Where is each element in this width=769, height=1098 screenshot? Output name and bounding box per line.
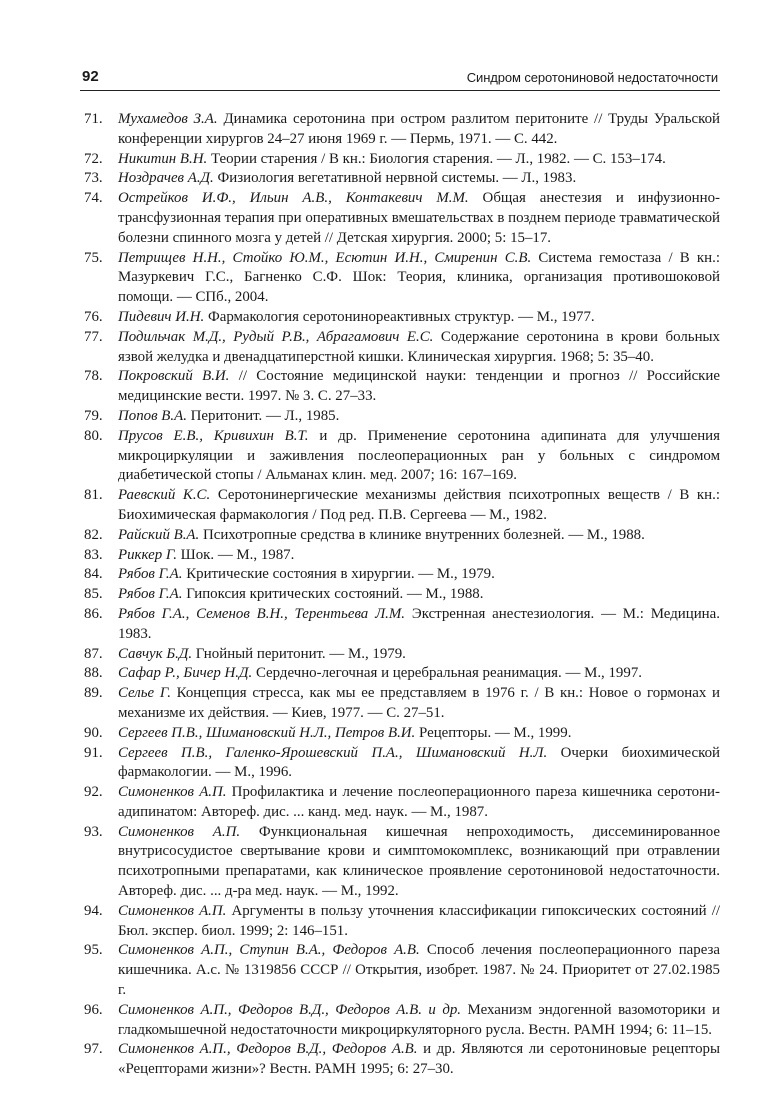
reference-authors: Сергеев П.В., Галенко-Ярошевский П.А., Шимановский Н.Л. (118, 744, 548, 761)
reference-authors: Ноздрачев А.Д. (118, 170, 214, 187)
reference-entry (80, 605, 720, 645)
reference-number: 86. (84, 605, 103, 622)
reference-description: Содержание серотонина в крови больных язвой желудка и двенадцатиперстной кишки. Клиническая хирургия. 1968; 5: 35–40. (118, 328, 721, 365)
reference-description: Общая анестезия и инфузионно-трансфузионная терапия при оперативных вмешательствах в позднем периоде травматической болезни спинного мозга у детей // Детская хирургия. 2000; 5: 15–17. (118, 190, 721, 246)
reference-entry (80, 546, 720, 566)
reference-description: и др. Являются ли серотониновые рецепторы «Рецепторами жизни»? Вестн. РАМН 1995; 6: 27–30. (118, 1041, 720, 1078)
reference-description: Система гемостаза / В кн.: Мазуркевич Г.С., Багненко С.Ф. Шок: Теория, клиника, организация противошоковой помощи. — СПб., 2004. (118, 249, 720, 306)
running-title: Синдром серотониновой недостаточности (466, 70, 718, 85)
reference-authors: Рябов Г.А., Семенов В.Н., Терентьева Л.М. (118, 605, 406, 622)
reference-authors: Райский В.А. (118, 526, 200, 543)
reference-authors: Симоненков А.П. (118, 902, 227, 919)
reference-text (118, 308, 720, 328)
reference-text (118, 1001, 720, 1041)
reference-description: Очерки биохимической фармакологии. — М., 1996. (118, 744, 721, 781)
reference-authors: Симоненков А.П., Ступин В.А., Федоров А.В. (118, 942, 420, 959)
reference-text (118, 664, 720, 684)
reference-authors: Рябов Г.А. (118, 566, 183, 583)
reference-text (118, 328, 720, 368)
reference-description: Гипоксия критических состояний. — М., 1988. (182, 586, 484, 603)
reference-entry (80, 150, 720, 170)
reference-description: Аргументы в пользу уточнения классификации гипоксических состояний // Бюл. экспер. биол. 1999; 2: 146–151. (118, 902, 720, 939)
reference-entry (80, 189, 720, 248)
reference-authors: Савчук Б.Д. (118, 645, 193, 662)
reference-number: 84. (84, 566, 103, 583)
reference-description: // Состояние медицинской науки: тенденции и прогноз // Российские медицинские вести. 1997. № 3. С. 27–33. (118, 368, 720, 405)
reference-number: 92. (84, 784, 103, 801)
reference-authors: Рябов Г.А. (118, 586, 183, 603)
reference-number: 87. (84, 645, 103, 662)
reference-description: Гнойный перитонит. — М., 1979. (192, 645, 406, 662)
reference-authors: Прусов Е.В., Кривихин В.Т. (118, 427, 309, 444)
reference-description: Физиология вегетативной нервной системы. — Л., 1983. (213, 170, 577, 187)
reference-entry (80, 169, 720, 189)
reference-authors: Петрищев Н.Н., Стойко Ю.М., Есютин И.Н., Смиренин С.В. (118, 249, 532, 266)
reference-number: 97. (84, 1041, 103, 1058)
reference-authors: Селье Г. (118, 685, 171, 702)
reference-entry (80, 407, 720, 427)
reference-number: 81. (84, 487, 103, 504)
reference-number: 83. (84, 546, 103, 563)
reference-entry (80, 823, 720, 902)
reference-number: 95. (84, 942, 103, 959)
reference-authors: Покровский В.И. (118, 368, 230, 385)
reference-number: 74. (84, 190, 103, 207)
reference-description: Способ лечения послеоперационного пареза кишечника. А.с. № 1319856 СССР // Открытия, изобрет. 1987. № 24. Приоритет от 27.02.1985 г. (118, 942, 720, 999)
reference-number: 85. (84, 586, 103, 603)
reference-description: Шок. — М., 1987. (176, 546, 295, 563)
reference-entry (80, 684, 720, 724)
reference-list (80, 110, 720, 1080)
reference-authors: Сергеев П.В., Шимановский Н.Л., Петров В.И. (118, 724, 416, 741)
reference-description: Психотропные средства в клинике внутренних болезней. — М., 1988. (199, 526, 645, 543)
reference-entry (80, 744, 720, 784)
reference-description: Сердечно-легочная и церебральная реанимация. — М., 1997. (252, 665, 642, 682)
reference-text (118, 902, 720, 942)
reference-entry (80, 328, 720, 368)
reference-entry (80, 427, 720, 486)
reference-number: 75. (84, 249, 103, 266)
reference-number: 71. (84, 111, 103, 127)
reference-text (118, 941, 720, 1000)
reference-number: 94. (84, 902, 103, 919)
reference-authors: Пидевич И.Н. (118, 308, 205, 325)
reference-entry (80, 249, 720, 308)
reference-text (118, 427, 720, 486)
reference-text (118, 407, 720, 427)
reference-entry (80, 1001, 720, 1041)
reference-entry (80, 783, 720, 823)
page-number: 92 (82, 68, 99, 85)
reference-entry (80, 526, 720, 546)
reference-entry (80, 367, 720, 407)
reference-authors: Симоненков А.П., Федоров В.Д., Федоров А.В. (118, 1041, 418, 1058)
reference-number: 96. (84, 1001, 103, 1018)
reference-text (118, 744, 720, 784)
reference-authors: Попов В.А. (118, 407, 187, 424)
reference-text (118, 823, 720, 902)
reference-number: 77. (84, 328, 103, 345)
reference-entry (80, 585, 720, 605)
reference-entry (80, 941, 720, 1000)
reference-description: Фармакология серотонинореактивных структур. — М., 1977. (204, 308, 595, 325)
reference-authors: Никитин В.Н. (118, 150, 208, 167)
reference-entry (80, 645, 720, 665)
reference-text (118, 1040, 720, 1080)
reference-text (118, 486, 720, 526)
reference-entry (80, 1040, 720, 1080)
reference-number: 73. (84, 170, 103, 187)
reference-text (118, 783, 720, 823)
reference-number: 79. (84, 407, 103, 424)
reference-authors: Подильчак М.Д., Рудый Р.В., Абрагамович Е.С. (118, 328, 434, 345)
reference-number: 82. (84, 526, 103, 543)
reference-description: Профилактика и лечение послеоперационного пареза кишечника серотони-адипинатом: Автореф. дис. ... канд. мед. наук. — М., 1987. (118, 784, 720, 820)
reference-entry (80, 486, 720, 526)
reference-number: 90. (84, 724, 103, 741)
reference-number: 91. (84, 744, 103, 761)
reference-text (118, 189, 720, 248)
reference-authors: Острейков И.Ф., Ильин А.В., Контакевич М.М. (118, 190, 469, 207)
reference-text (118, 645, 720, 665)
reference-number: 80. (84, 427, 103, 444)
reference-description: Механизм эндогенной вазомоторики и гладкомышечной недостаточности микроциркуляторного русла. Вестн. РАМН 1994; 6: 11–15. (118, 1001, 720, 1038)
reference-text (118, 526, 720, 546)
reference-authors: Риккер Г. (118, 546, 177, 563)
reference-entry (80, 308, 720, 328)
reference-entry (80, 565, 720, 585)
reference-description: и др. Применение серотонина адипината для улучшения микроциркуляции и заживления послеоперационных ран у больных с синдромом диабетической стопы / Альманах клин. мед. 2007; 16: 167–169. (118, 427, 720, 484)
reference-description: Динамика серотонина при остром разлитом перитоните // Труды Уральской конференции хирургов 24–27 июня 1969 г. — Пермь, 1971. — С. 442. (118, 111, 720, 147)
reference-text (118, 367, 720, 407)
reference-entry (80, 664, 720, 684)
reference-text (118, 546, 720, 566)
reference-description: Рецепторы. — М., 1999. (415, 724, 572, 741)
page-header (80, 62, 720, 91)
reference-description: Функциональная кишечная непроходимость, диссеминированное внутрисосудистое свертывание крови и симптомокомплекс, возникающий при отравлении психотропными препаратами, как клиническое проявление серотониновой недостаточности. Автореф. дис. ... д-ра мед. наук. — М., 1992. (118, 823, 720, 900)
reference-authors: Раевский К.С. (118, 487, 211, 504)
reference-number: 89. (84, 685, 103, 702)
reference-authors: Сафар Р., Бичер Н.Д. (118, 665, 253, 682)
reference-number: 78. (84, 368, 103, 385)
reference-authors: Мухамедов З.А. (118, 111, 218, 127)
reference-entry (80, 110, 720, 150)
reference-number: 72. (84, 150, 103, 167)
reference-text (118, 565, 720, 585)
reference-text (118, 605, 720, 645)
reference-text (118, 724, 720, 744)
reference-description: Экстренная анестезиология. — М.: Медицина. 1983. (118, 605, 720, 642)
reference-entry (80, 724, 720, 744)
reference-text (118, 684, 720, 724)
reference-description: Критические состояния в хирургии. — М., 1979. (182, 566, 495, 583)
reference-authors: Симоненков А.П. (118, 823, 241, 840)
reference-description: Серотонинергические механизмы действия психотропных веществ / В кн.: Биохимическая фармакология / Под ред. П.В. Сергеева — М., 1982. (118, 487, 720, 523)
reference-authors: Симоненков А.П. (118, 784, 227, 801)
reference-entry (80, 902, 720, 942)
reference-number: 76. (84, 308, 103, 325)
reference-text (118, 150, 720, 170)
reference-text (118, 585, 720, 605)
reference-number: 88. (84, 665, 103, 682)
reference-description: Перитонит. — Л., 1985. (186, 407, 340, 424)
reference-text (118, 110, 720, 150)
reference-description: Теории старения / В кн.: Биология старения. — Л., 1982. — С. 153–174. (207, 150, 666, 167)
reference-description: Концепция стресса, как мы ее представляем в 1976 г. / В кн.: Новое о гормонах и механизме их действия. — Киев, 1977. — С. 27–51. (118, 685, 721, 721)
reference-text (118, 169, 720, 189)
reference-text (118, 249, 720, 308)
reference-number: 93. (84, 823, 103, 840)
reference-authors: Симоненков А.П., Федоров В.Д., Федоров А.В. и др. (118, 1001, 462, 1018)
